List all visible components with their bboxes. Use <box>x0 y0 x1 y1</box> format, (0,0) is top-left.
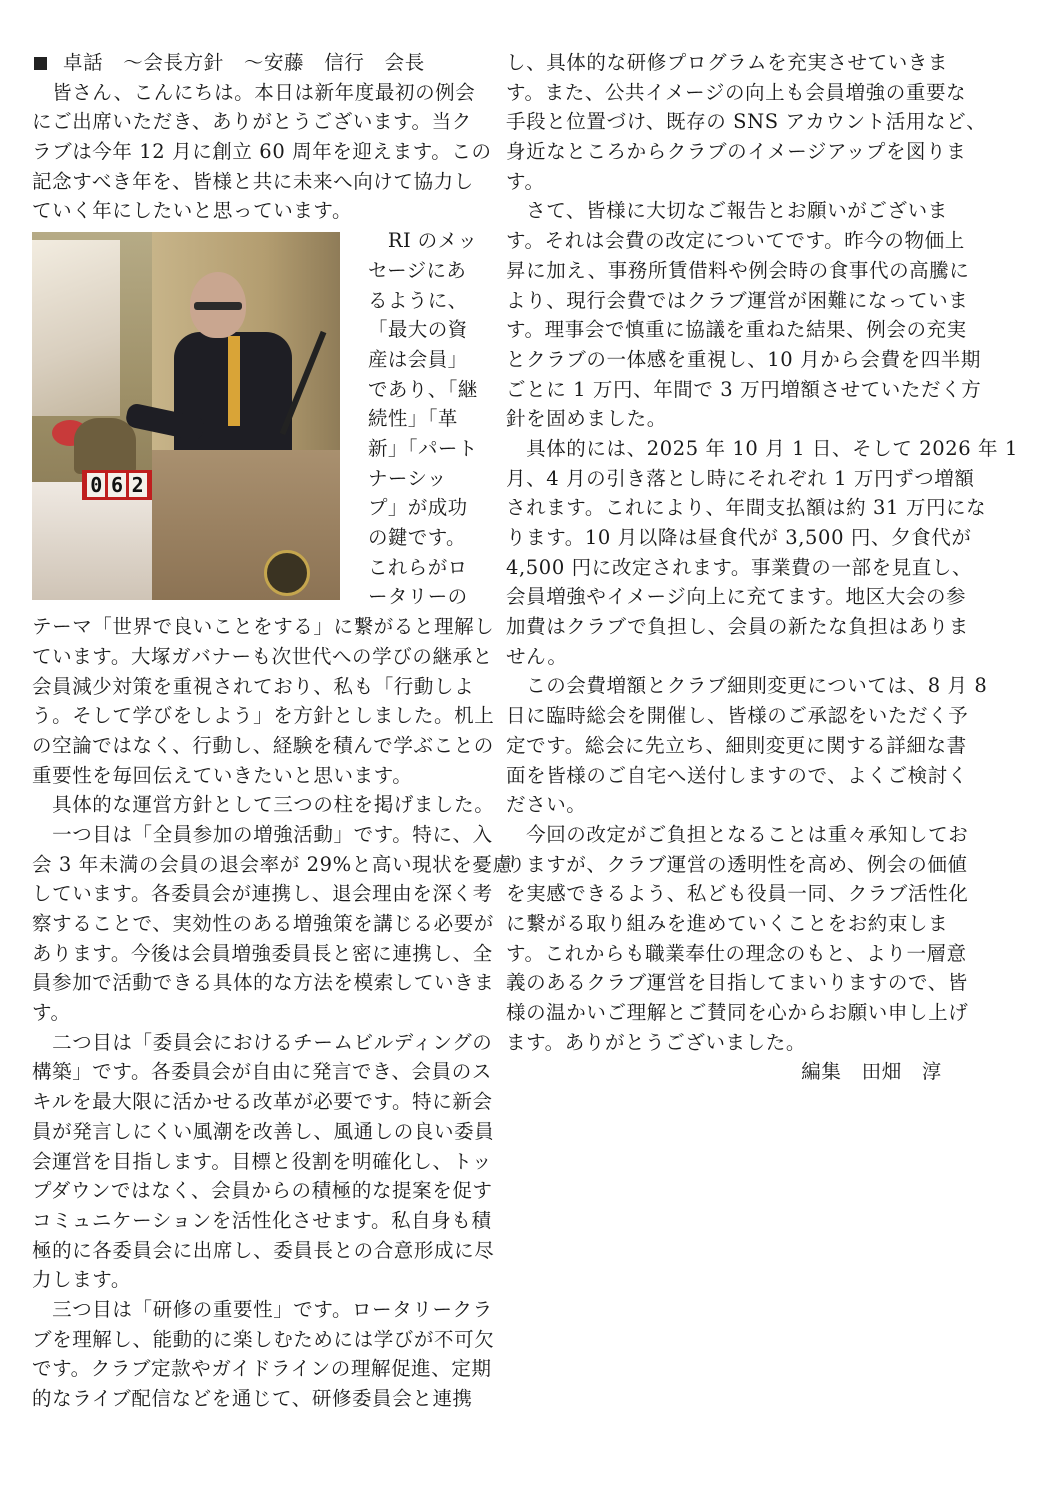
text-line: ていく年にしたいと思っています。 <box>32 199 353 223</box>
text-line: 「最大の資 <box>368 318 468 342</box>
text-line: 手段と位置づけ、既存の SNS アカウント活用など、 <box>506 110 987 134</box>
president-photo <box>32 232 340 600</box>
text-line: ータリーの <box>368 585 468 609</box>
text-line: の空論ではなく、行動し、経験を積んで学ぶことの <box>32 733 494 757</box>
body-paragraphs <box>32 612 513 1414</box>
text-line: 昇に加え、事務所賃借料や例会時の食事代の高騰に <box>506 258 970 282</box>
text-line: りますが、クラブ運営の透明性を高め、例会の価値 <box>506 852 968 876</box>
text-line: キルを最大限に活かせる改革が必要です。特に新会 <box>32 1090 493 1114</box>
text-line: です。クラブ定款やガイドラインの理解促進、定期 <box>32 1357 492 1381</box>
counter-digit: 6 <box>108 473 126 497</box>
text-line: 重要性を毎回伝えていきたいと思います。 <box>32 763 413 787</box>
text-line: 4,500 円に改定されます。事業費の一部を見直し、 <box>506 555 973 579</box>
text-line: 今回の改定がご負担となることは重々承知してお <box>506 822 969 846</box>
text-line: 的なライブ配信などを通じて、研修委員会と連携 <box>32 1387 473 1410</box>
text-line: す。 <box>506 169 545 193</box>
text-line: さて、皆様に大切なご報告とお願いがございま <box>506 199 948 223</box>
text-line: あります。今後は会員増強委員長と密に連携し、全 <box>32 941 493 965</box>
text-line: ブを理解し、能動的に楽しむためには学びが不可欠 <box>32 1327 495 1351</box>
text-line: にご出席いただき、ありがとうございます。当ク <box>32 110 472 134</box>
text-line: ださい。 <box>506 793 587 817</box>
text-line: 員参加で活動できる具体的な方法を模索していきま <box>32 971 495 995</box>
text-line: 産は会員」 <box>368 347 468 371</box>
text-line: 定です。総会に先立ち、細則変更に関する詳細な書 <box>506 733 967 757</box>
text-line: るように、 <box>368 288 468 312</box>
counter-digit: 2 <box>129 473 147 497</box>
photo-text-row <box>32 226 478 612</box>
text-line: これらがロ <box>368 555 468 579</box>
right-column <box>506 48 1018 1087</box>
text-line: とクラブの一体感を重視し、10 月から会費を四半期 <box>506 347 982 371</box>
text-line: に繋がる取り組みを進めていくことをお約束しま <box>506 911 949 935</box>
text-line: プ」が成功 <box>368 496 468 520</box>
text-line: 会 3 年未満の会員の退会率が 29%と高い現状を憂慮 <box>32 852 513 876</box>
text-line: 続性」「革 <box>368 407 458 431</box>
text-line: 月、4 月の引き落とし時にそれぞれ 1 万円ずつ増額 <box>506 466 975 490</box>
text-line: 会員増強やイメージ向上に充てます。地区大会の参 <box>506 585 967 609</box>
text-line: しています。各委員会が連携し、退会理由を深く考 <box>32 882 493 906</box>
text-line: 面を皆様のご自宅へ送付しますので、よくご検討く <box>506 763 968 787</box>
editor-signature: 編集 田畑 淳 <box>801 1060 942 1084</box>
text-line: 針を固めました。 <box>506 407 667 431</box>
text-line: 記念すべき年を、皆様と共に未来へ向けて協力し <box>32 169 474 193</box>
text-line: 会運営を目指します。目標と役割を明確化し、トッ <box>32 1149 493 1173</box>
podium <box>152 450 340 600</box>
text-line: す。それは会費の改定についてです。昨今の物価上 <box>506 229 965 253</box>
projection-screen <box>32 240 120 416</box>
text-line: コミュニケーションを活性化させます。私自身も積 <box>32 1208 492 1232</box>
heading-text: 卓話 ～会長方針 ～安藤 信行 会長 <box>63 51 425 74</box>
meeting-counter <box>82 470 152 500</box>
text-line: 皆さん、こんにちは。本日は新年度最初の例会 <box>32 80 476 104</box>
intro-paragraph <box>32 78 492 226</box>
text-line: 察することで、実効性のある増強策を講じる必要が <box>32 912 494 935</box>
text-line: 日に臨時総会を開催し、皆様のご承認をいただく予 <box>506 704 969 728</box>
text-line: より、現行会費ではクラブ運営が困難になっていま <box>506 288 969 312</box>
text-line: 会員減少対策を重視されており、私も「行動しよ <box>32 674 475 698</box>
text-line: す。これからも職業奉仕の理念のもと、より一層意 <box>506 941 967 965</box>
text-line: 具体的には、2025 年 10 月 1 日、そして 2026 年 1 <box>506 436 1018 460</box>
text-line: の鍵です。 <box>368 526 466 549</box>
text-line: プダウンではなく、会員からの積極的な提案を促す <box>32 1179 493 1203</box>
text-line: せん。 <box>506 644 568 668</box>
text-line: 員が発言しにくい風潮を改善し、風通しの良い委員 <box>32 1119 495 1143</box>
text-line: ラブは今年 12 月に創立 60 周年を迎えます。この <box>32 140 492 164</box>
text-line: 二つ目は「委員会におけるチームビルディングの <box>32 1030 493 1054</box>
text-line: 具体的な運営方針として三つの柱を掲げました。 <box>32 793 495 817</box>
text-line: す。 <box>32 1001 71 1025</box>
text-line: RI のメッ <box>368 229 478 253</box>
text-line: す。また、公共イメージの向上も会員増強の重要な <box>506 80 967 104</box>
text-line: 身近なところからクラブのイメージアップを図りま <box>506 140 967 164</box>
text-line: 構築」です。各委員会が自由に発言でき、会員のス <box>32 1060 492 1084</box>
section-heading <box>32 48 464 78</box>
text-line: ります。10 月以降は昼食代が 3,500 円、夕食代が <box>506 526 972 549</box>
text-line: し、具体的な研修プログラムを充実させていきま <box>506 51 949 74</box>
text-line: ごとに 1 万円、年間で 3 万円増額させていただく方 <box>506 377 982 401</box>
text-line: ています。大塚ガバナーも次世代への学びの継承と <box>32 644 493 668</box>
text-line: 極的に各委員会に出席し、委員長との合意形成に尽 <box>32 1238 495 1262</box>
text-line: 三つ目は「研修の重要性」です。ロータリークラ <box>32 1297 493 1321</box>
counter-digit: 0 <box>87 473 105 497</box>
square-bullet-icon <box>34 57 47 70</box>
text-line: されます。これにより、年間支払額は約 31 万円にな <box>506 496 987 520</box>
side-text <box>368 226 478 612</box>
text-line: 一つ目は「全員参加の増強活動」です。特に、入 <box>32 822 493 846</box>
text-line: 加費はクラブで負担し、会員の新たな負担はありま <box>506 615 969 639</box>
bell-icon <box>74 418 136 474</box>
text-line: 力します。 <box>32 1268 131 1292</box>
left-column <box>32 48 513 1414</box>
text-line: う。そして学びをしよう」を方針としました。机上 <box>32 704 495 728</box>
text-line: す。理事会で慎重に協議を重ねた結果、例会の充実 <box>506 318 967 342</box>
text-line: 義のあるクラブ運営を目指してまいりますので、皆 <box>506 971 968 995</box>
text-line: であり、「継 <box>368 377 478 401</box>
text-line: セージにあ <box>368 258 467 282</box>
text-line: 様の温かいご理解とご賛同を心からお願い申し上げ <box>506 1001 969 1024</box>
text-line: テーマ「世界で良いことをする」に繋がると理解し <box>32 615 495 639</box>
text-line: この会費増額とクラブ細則変更については、8 月 8 <box>506 674 988 698</box>
rotary-emblem-icon <box>264 550 310 596</box>
text-line: 新」「パート <box>368 436 478 460</box>
text-line: ナーシッ <box>368 466 447 490</box>
text-line: を実感できるよう、私ども役員一同、クラブ活性化 <box>506 882 969 906</box>
text-line: ます。ありがとうございました。 <box>506 1030 806 1054</box>
